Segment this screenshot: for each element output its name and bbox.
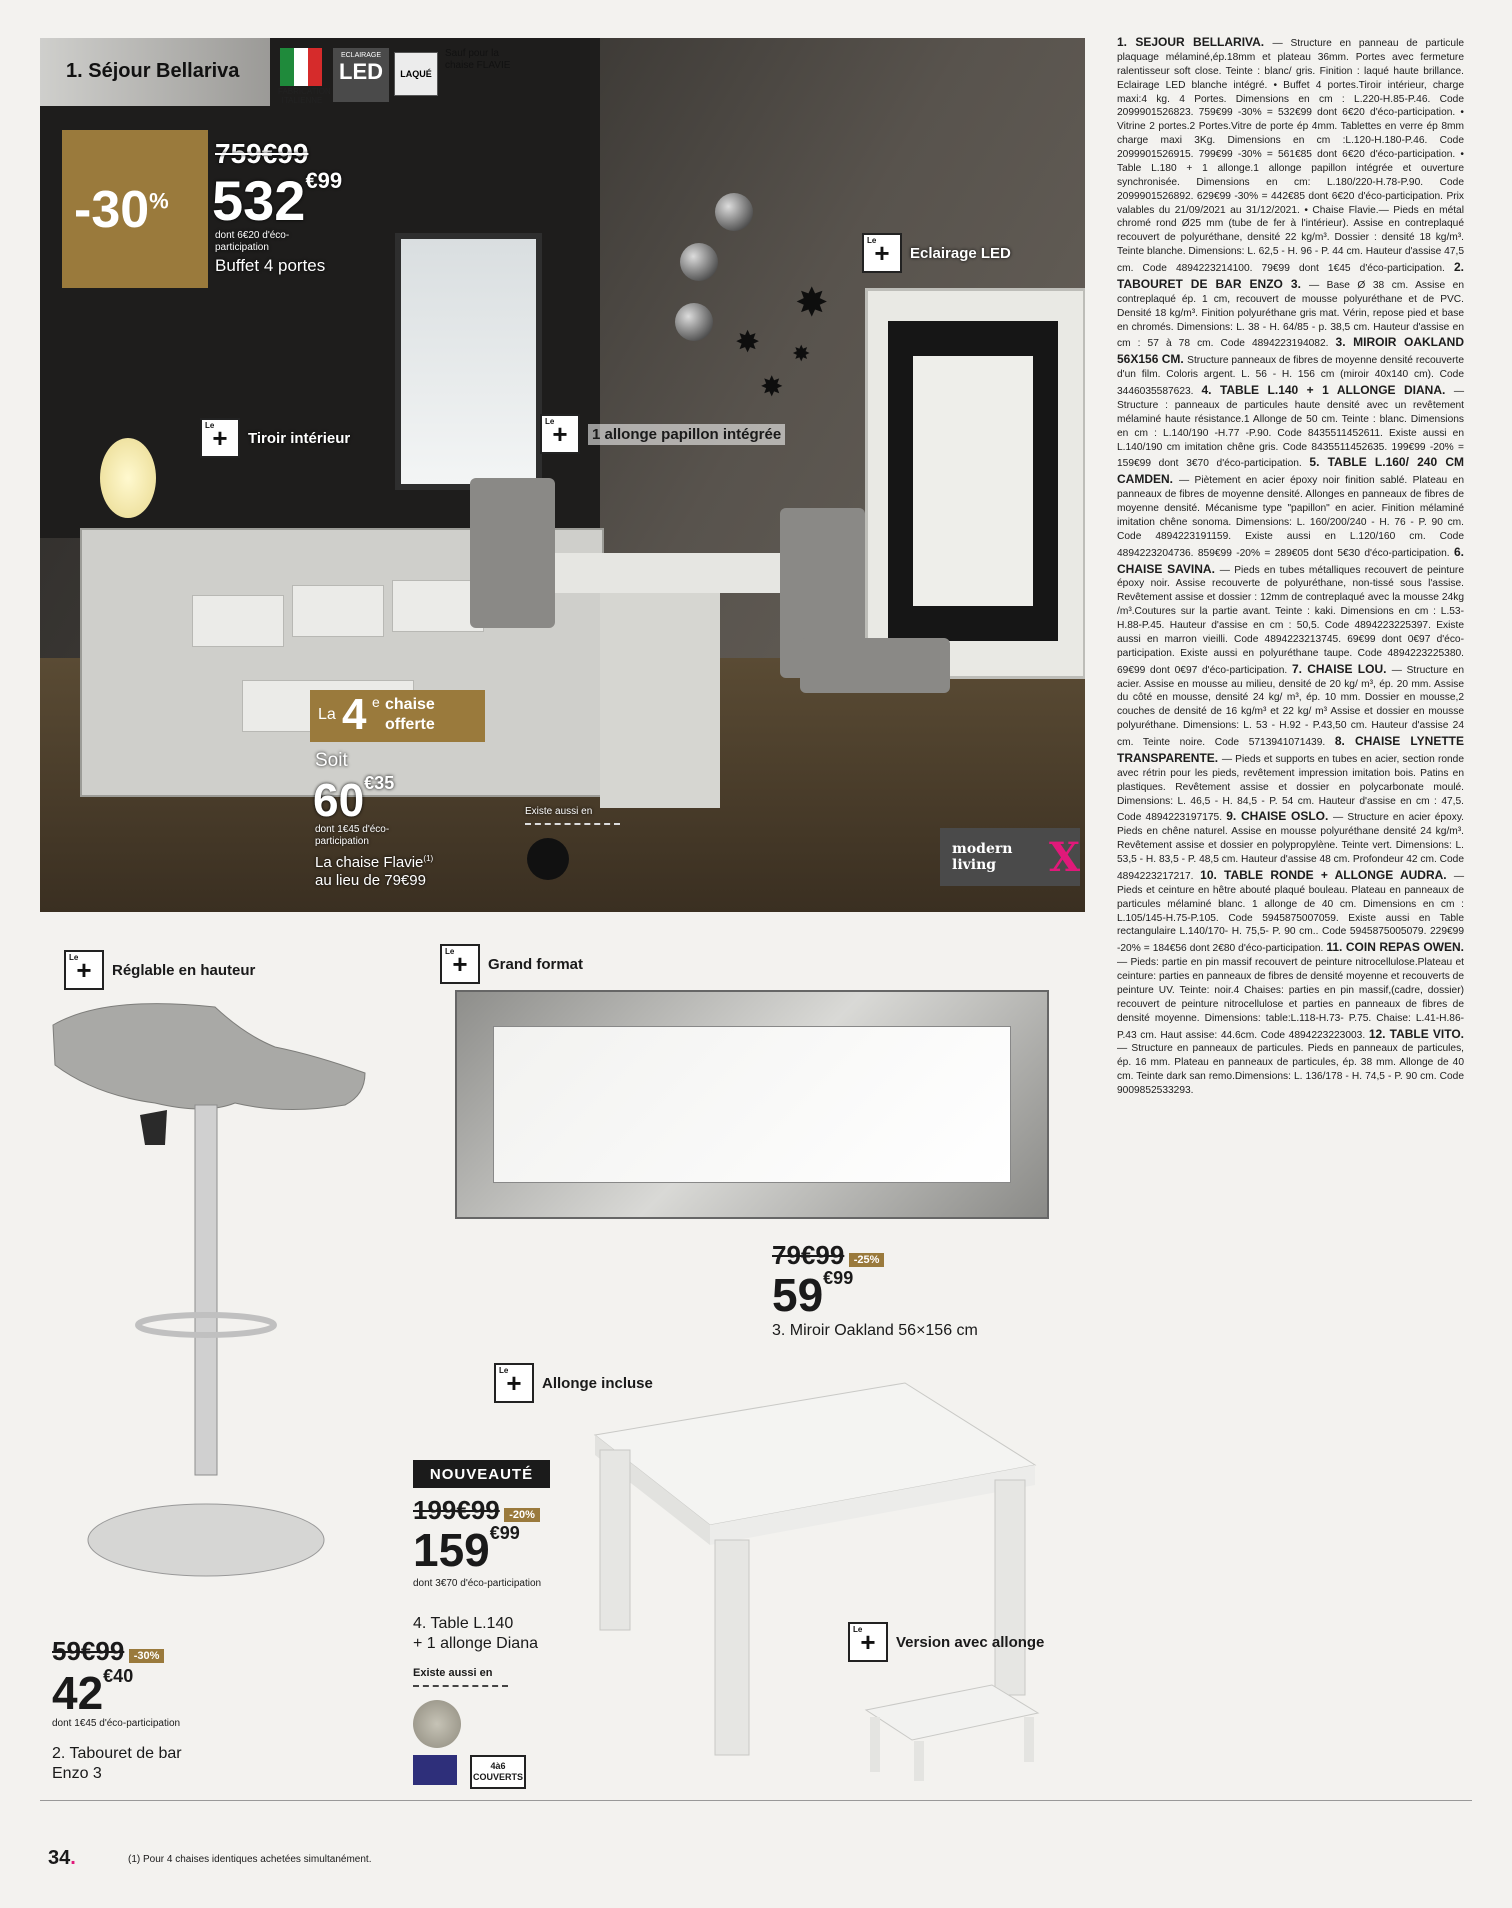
table-old-price-row: 199€99 -20% [413,1495,540,1526]
description-heading: 11. COIN REPAS OWEN. [1326,940,1464,955]
discount-badge: -30% [62,130,208,288]
soit-label: Soit [315,750,348,771]
star-decoration-icon: ✸ [795,281,829,325]
plus-icon: Le + [440,944,480,984]
description-text: — Pieds: partie en pin massif recouvert de peinture nitrocellulose.Plateau et ceinture: parties en panneaux de fibres de densité moyenne et recouverts de peinture UV. Teinte: noir.4 Chaises: parties en pin massif,(cadre, dossier) recouvert de peinture nitrocellulose et parties en panneaux de fibres de densité moyenne. Dimensions: table:L.118-H.73- P.75. Chaise: L.41-H.86-P.43 cm. Haut assise: 44.6cm. Code 4894223223003. [1117,957,1464,1041]
feature-tag-version-allonge: Le + Version avec allonge [848,1622,1044,1662]
miroir-price: 59€99 [772,1268,854,1321]
description-text: — Structure en panneaux de particules. Pieds en panneaux de particules, ép. 16 mm. Plateau en panneaux de particules, ép. 38 mm. Allonge de 40 cm. Teinte dark san remo.Dimensions: L. 136/178 - H. 74,5 - P. 90 cm. Code 9009852533293. [1117,1043,1464,1096]
description-entry [1117,544,1464,676]
feature-tag-eclairage: Le + Eclairage LED [862,233,1011,273]
description-text: — Structure en acier. Assise en mousse au milieu, densité de 20 kg/ m³, ép. 20 mm. Assise du côté en mousse, densité 24 kg/ m³, ép. 10 mm. Dossier en mousse,2 couches de densité de 16 kg/m³ et 22 kg/ m³ Assise et dossier en mousse polyuréthane. Dimensions: L. 53 - H.92 - P.43,50 cm. Hauteur d'assise 24 cm. Teinte noire. Code 5713941071439. [1117,664,1465,748]
description-heading: 2. TABOURET DE BAR ENZO 3. [1117,260,1464,291]
bar-stool-image [45,995,375,1595]
chair-seat [800,638,950,693]
old-price: 759€99 [215,138,309,169]
table-eco: dont 3€70 d'éco-participation [413,1578,542,1589]
description-heading: 3. MIROIR OAKLAND 56X156 CM. [1117,335,1465,367]
description-text: — Structure en panneau de particule plaquage mélaminé,ép.18mm et plateau 36mm. Portes avec fermeture ralentisseur soft close. Teinte : blanc/ gris. Finition : laqué haute brillance. Eclairage LED blanche intégré. • Buffet 4 portes.Tiroir intérieur, charge maxi:4 kg. 4 Portes. Dimensions en cm : L.220-H.85-P.46. Code 2099901526823. 759€99 -30% = 532€99 dont 6€20 d'éco-participation. • Vitrine 2 portes.2 Portes.Vitre de porte ép 4mm. Tablettes en verre ép 8mm charge maxi 3Kg. Dimensions en cm :L.120-H.180-P.46. Code 2099901526915. 799€99 -30% = 561€85 dont 6€20 d'éco-participation. • Table L.180 + 1 allonge.1 allonge papillon intégrée et ouverture synchronisée. Dimensions en cm: L.180/220-H.78-P.90. Code 2099901526892. 629€99 -30% = 442€85 dont 6€20 d'éco-participation. Prix valables du 21/09/2021 au 31/12/2021. • Chaise Flavie.— Pieds en métal chromé rond Ø25 mm (tube de fer à l'intérieur). Assise en contreplaqué recouvert de polyuréthane, densité 22 kg/m³. Dossier : densité 18 kg/m³. Teinte blanche. Dimensions: L. 62,5 - H. 96 - P. 44 cm. Hauteur d'assise 47,5 cm. Code 4894223214100. 79€99 dont 1€45 d'éco-participation. [1117,38,1464,274]
description-heading: 8. CHAISE LYNETTE TRANSPARENTE. [1117,734,1464,765]
dash-line [525,823,620,825]
description-heading: 10. TABLE RONDE + ALLONGE AUDRA. [1200,867,1454,882]
table-lamp [100,438,156,518]
description-heading: 7. CHAISE LOU. [1291,661,1392,676]
star-decoration-icon: ✸ [792,341,811,366]
description-text: — Pieds en tubes métalliques recouvert de peinture époxy noir. Assise recouverte de polyuréthane, non-tissé sous l'assise. Revêtement assise et dossier : 12mm de contreplaqué avec la mousse 24kg /m³.Coutures sur la partie avant. Teinte : kaki. Dimensions en cm : L.53-H.88-P.45. Hauteur d'assise en cm : 50,5. Code 4894223225397. Existe aussi en marron vieilli. Code 4894223213745. 69€99 dont 0€97 d'éco-participation. Existe aussi en polyuréthane taupe. Code 4894223225380. 69€99 dont 0€97 d'éco-participation. [1117,564,1464,676]
feature-tag-allonge: Le + 1 allonge papillon intégrée [540,414,785,454]
description-heading: 1. SEJOUR BELLARIVA. [1117,35,1273,49]
tabouret-name-2: Enzo 3 [52,1765,102,1782]
hero-image [40,38,1085,912]
plus-icon: Le + [848,1622,888,1662]
eco-participation: dont 6€20 d'éco-participation [215,230,290,253]
color-swatch-oak [413,1700,461,1748]
product-label: Buffet 4 portes [215,256,326,275]
description-text: — Structure : panneaux de particules haute densité avec un revêtement mélaminé haute résistance.1 Allonge de 50 cm. Teinte : blanc. Dimensions en cm : L.140/190 -H.77 -P.90. Code 8435511452611. Existe aussi en L.140/190 cm imitation chêne gris. Code 8435511452635. 199€99 -20% = 159€99 dont 3€70 d'éco-participation. [1117,386,1464,470]
star-decoration-icon: ✸ [760,371,784,402]
color-swatch-black [527,838,569,880]
hero-title-bar [40,38,270,106]
feature-tag-reglable: Le + Réglable en hauteur [64,950,255,990]
plus-icon: Le + [200,418,240,458]
pendant-lamp [680,243,718,281]
miroir-name: 3. Miroir Oakland 56×156 cm [772,1322,978,1339]
chaise-offer-badge: La 4 e chaise offerte [310,690,485,742]
chaise-label-2: au lieu de 79€99 [315,872,426,889]
pendant-lamp [715,193,753,231]
sauf-note: Sauf pour la chaise FLAVIE [445,48,511,71]
feature-tag-grand-format: Le + Grand format [440,944,583,984]
pendant-lamp [675,303,713,341]
chaise-eco: dont 1€45 d'éco-participation [315,824,390,847]
fabrication-caption: FABRICATION ITALIENNE [278,87,331,105]
footer-divider [40,1800,1472,1801]
tabouret-old-price-row: 59€99 -30% [52,1636,164,1667]
table-existe: Existe aussi en [413,1667,493,1679]
table-extended-image [862,1675,1042,1785]
chair [470,478,555,628]
description-heading: 6. CHAISE SAVINA. [1117,544,1464,576]
table-price: 159€99 [413,1523,520,1576]
footnote: (1) Pour 4 chaises identiques achetées simultanément. [128,1854,372,1865]
vitrine-cabinet [865,288,1085,679]
nouveaute-badge: NOUVEAUTÉ [413,1460,550,1488]
feature-tag-tiroir: Le + Tiroir intérieur [200,418,350,458]
plus-icon: Le + [494,1363,534,1403]
description-text: — Base Ø 38 cm. Assise en contreplaqué ép. 1 cm, recouvert de mousse polyuréthane et de PVC. Densité 18 kg/m³. Finition polyuréthane gris mat. Vérin, repose pied et base en chromés. Dimensions: L. 38 - H. 64/85 - p. 38,5 cm. Hauteur d'assise en cm : 57 à 78 cm. Code 4894223194082. [1117,279,1464,350]
new-price: 532€99 [212,168,343,232]
description-heading: 12. TABLE VITO. [1368,1026,1464,1041]
description-heading: 4. TABLE L.140 + 1 ALLONGE DIANA. [1201,383,1454,397]
description-text: — Pieds et supports en tubes en acier, section ronde avec rétrin pour les pieds, revêtement impression imitation bois. Patins en plastiques. Revêtement assise et dossier en polycarbonate moulé. Dimensions: L. 46,5 - H. 84,5 - P. 54 cm. Hauteur d'assise en cm : 47,5. Code 4894223197175. [1117,753,1465,824]
description-text: — Structure en acier époxy. Pieds en chêne naturel. Assise en mousse polyuréthane densité 24 kg/m³. Revêtement assise et dossier en polypropylène. Teinte vert. Dimensions: L. 53,5 - H. 83,5 - P. 48,5 cm. Hauteur d'assise 48 cm. Profondeur 42 cm. Code 4894223217217. [1117,812,1464,882]
plus-icon: Le + [862,233,902,273]
description-entry [1117,455,1464,559]
tabouret-name: 2. Tabouret de bar [52,1745,182,1762]
existe-aussi: Existe aussi en [525,806,593,817]
couverts-badge: 4à6 COUVERTS [470,1755,526,1789]
chaise-price: 60€35 [313,773,395,826]
table-leg [600,593,720,808]
dash-line [413,1685,508,1687]
description-text: — Pieds et ceinture en hêtre abouté plaqué bouleau. Plateau en panneaux de particules mélaminé blanc. 1 allonge de 40 cm. Dimensions en cm : L.105/145-H.75-P.105. Code 5945875007059. Existe aussi en Table rectangulaire L.140/170- H. 75,5- P. 90 cm.. Code 5945875005079. 229€99 -20% = 184€56 dont 2€80 d'éco-participation. [1117,870,1464,955]
italy-flag-icon [280,48,322,86]
feature-tag-allonge-incluse: Le + Allonge incluse [494,1363,653,1403]
description-text: — Piètement en acier époxy noir finition sablé. Plateau en panneaux de fibres de moyenne densité. Allonges en panneaux de fibres de moyenne densité. Mécanisme type "papillon" en acier. Finition mélaminé imitation chêne sonoma. Dimensions: L. 160/200/240 - H. 76 - P. 90 cm. Code 4894223191159. Existe aussi en L.120/160 cm. Code 4894223204736. 859€99 -20% = 289€05 dont 5€30 d'éco-participation. [1117,475,1464,559]
plus-icon: Le + [64,950,104,990]
description-heading: 5. TABLE L.160/ 240 CM CAMDEN. [1117,455,1464,487]
table-name: 4. Table L.140 [413,1615,514,1632]
star-decoration-icon: ✸ [735,326,761,359]
product-descriptions [1117,34,1464,1098]
description-text: Structure panneaux de fibres de moyenne densité recouverte d'un film. Coloris argent. L. 56 - H. 156 cm (miroir 40x140 cm). Code 3446035587623. [1117,355,1464,397]
modern-living-logo: modern living X [940,828,1080,886]
led-badge: ECLAIRAGE LED [333,48,389,102]
chaise-label: La chaise Flavie$^{(1)}$ [315,854,434,871]
window [395,233,542,490]
page-number: 34. [48,1847,76,1869]
miroir-old-price-row: 79€99 -25% [772,1240,884,1271]
eu-label-icon [413,1755,457,1785]
table-name-2: + 1 allonge Diana [413,1635,538,1652]
plus-icon: Le + [540,414,580,454]
laque-badge: LAQUÉ [394,52,438,96]
description-entry [1117,35,1464,274]
hero-title: 1. Séjour Bellariva [66,60,240,82]
tabouret-eco: dont 1€45 d'éco-participation [52,1718,181,1729]
tabouret-price: 42€40 [52,1666,134,1719]
x-icon: X [1048,833,1080,881]
mirror-image [455,990,1049,1219]
description-heading: 9. CHAISE OSLO. [1226,809,1334,824]
